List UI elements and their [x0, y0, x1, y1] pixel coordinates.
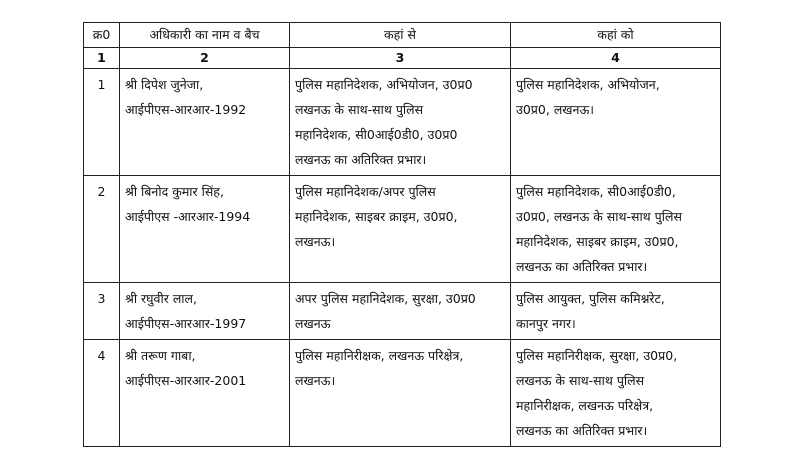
column-number-row — [84, 48, 721, 69]
from-line: लखनऊ। — [295, 234, 336, 249]
to-line: पुलिस महानिरीक्षक, सुरक्षा, उ0प्र0, — [516, 348, 678, 363]
column-number-3: 3 — [290, 48, 511, 69]
header-officer-name-batch: अधिकारी का नाम व बैच — [120, 23, 290, 48]
column-number-2: 2 — [120, 48, 290, 69]
from-line: महानिदेशक, साइबर क्राइम, उ0प्र0, — [295, 209, 458, 224]
header-serial: क्र0 — [84, 23, 120, 48]
officer-cell — [120, 340, 290, 447]
to-line: महानिदेशक, साइबर क्राइम, उ0प्र0, — [516, 234, 679, 249]
to-line: कानपुर नगर। — [516, 316, 576, 331]
to-line: लखनऊ का अतिरिक्त प्रभार। — [516, 423, 648, 438]
from-line: अपर पुलिस महानिदेशक, सुरक्षा, उ0प्र0 — [295, 291, 476, 306]
table-row — [84, 69, 721, 176]
header-from: कहां से — [290, 23, 511, 48]
officer-cell — [120, 176, 290, 283]
to-line: लखनऊ का अतिरिक्त प्रभार। — [516, 259, 648, 274]
from-cell — [290, 283, 511, 340]
column-number-4: 4 — [511, 48, 721, 69]
to-line: पुलिस महानिदेशक, सी0आई0डी0, — [516, 184, 676, 199]
column-number-1: 1 — [84, 48, 120, 69]
transfer-order-document — [83, 22, 721, 447]
officer-cell — [120, 283, 290, 340]
from-cell — [290, 69, 511, 176]
officer-name: श्री दिपेश जुनेजा, — [125, 77, 204, 92]
officer-cell — [120, 69, 290, 176]
table-row — [84, 340, 721, 447]
officer-batch: आईपीएस-आरआर-2001 — [125, 373, 247, 388]
officer-name: श्री तरूण गाबा, — [125, 348, 196, 363]
officer-batch: आईपीएस -आरआर-1994 — [125, 209, 251, 224]
to-cell — [511, 340, 721, 447]
transfer-table — [83, 22, 721, 447]
officer-batch: आईपीएस-आरआर-1997 — [125, 316, 247, 331]
from-line: पुलिस महानिदेशक, अभियोजन, उ0प्र0 — [295, 77, 473, 92]
table-row — [84, 176, 721, 283]
to-line: महानिरीक्षक, लखनऊ परिक्षेत्र, — [516, 398, 654, 413]
serial-number: 3 — [84, 283, 120, 340]
from-line: लखनऊ का अतिरिक्त प्रभार। — [295, 152, 427, 167]
table-header-row — [84, 23, 721, 48]
to-line: उ0प्र0, लखनऊ के साथ-साथ पुलिस — [516, 209, 682, 224]
from-line: महानिदेशक, सी0आई0डी0, उ0प्र0 — [295, 127, 458, 142]
serial-number: 4 — [84, 340, 120, 447]
officer-name: श्री बिनोद कुमार सिंह, — [125, 184, 224, 199]
officer-name: श्री रघुवीर लाल, — [125, 291, 197, 306]
from-line: लखनऊ के साथ-साथ पुलिस — [295, 102, 424, 117]
to-line: उ0प्र0, लखनऊ। — [516, 102, 595, 117]
from-cell — [290, 176, 511, 283]
to-cell — [511, 176, 721, 283]
from-line: पुलिस महानिरीक्षक, लखनऊ परिक्षेत्र, — [295, 348, 464, 363]
to-cell — [511, 69, 721, 176]
serial-number: 1 — [84, 69, 120, 176]
serial-number: 2 — [84, 176, 120, 283]
table-row — [84, 283, 721, 340]
to-line: लखनऊ के साथ-साथ पुलिस — [516, 373, 645, 388]
to-line: पुलिस महानिदेशक, अभियोजन, — [516, 77, 660, 92]
to-cell — [511, 283, 721, 340]
from-line: पुलिस महानिदेशक/अपर पुलिस — [295, 184, 436, 199]
officer-batch: आईपीएस-आरआर-1992 — [125, 102, 247, 117]
from-line: लखनऊ। — [295, 373, 336, 388]
from-cell — [290, 340, 511, 447]
to-line: पुलिस आयुक्त, पुलिस कमिश्नरेट, — [516, 291, 665, 306]
from-line: लखनऊ — [295, 316, 331, 331]
header-to: कहां को — [511, 23, 721, 48]
